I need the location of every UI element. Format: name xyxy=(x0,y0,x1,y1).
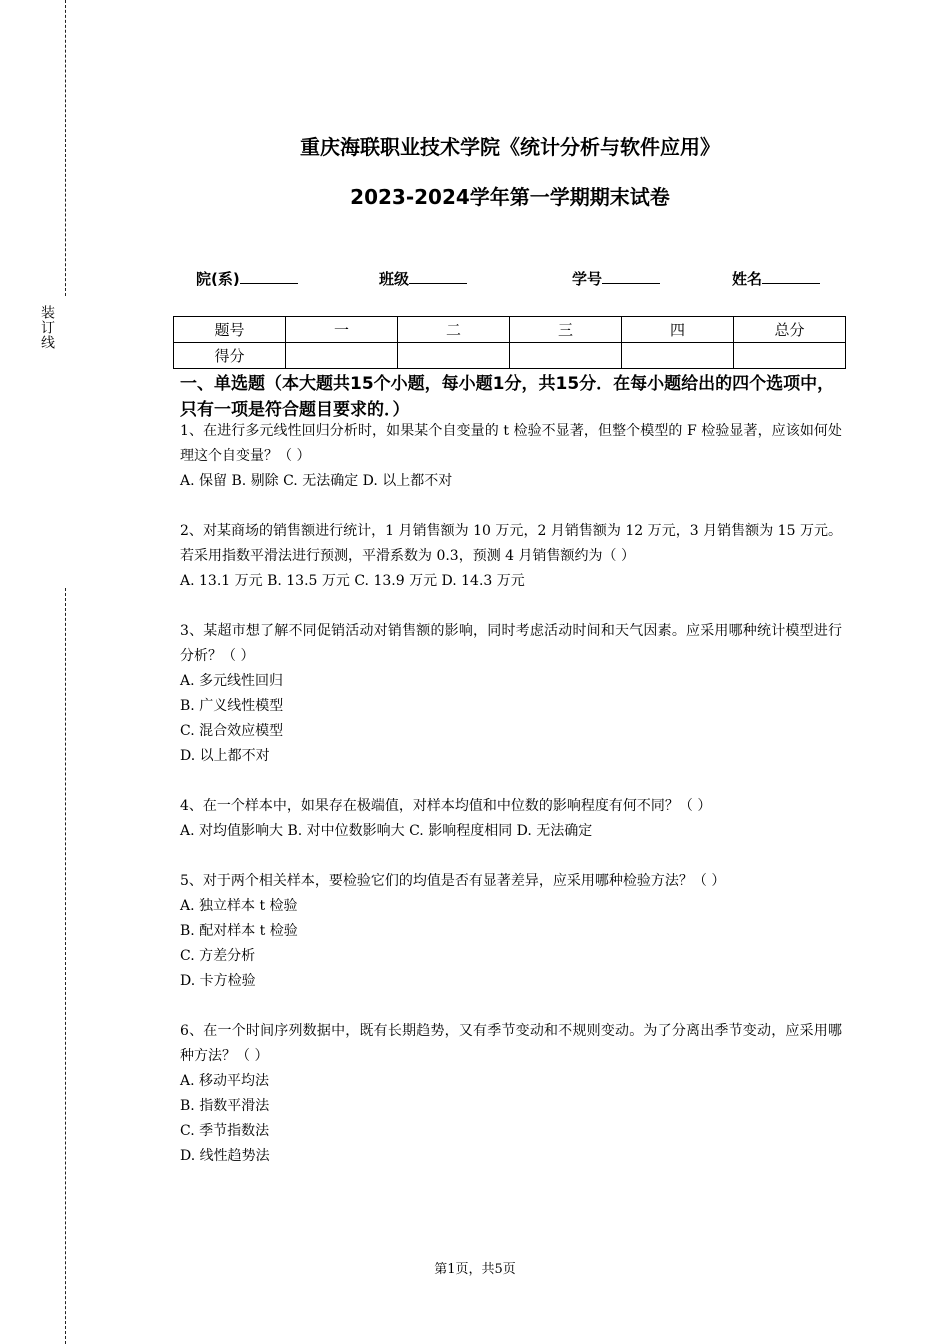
score-table-header-row xyxy=(174,317,846,343)
question-options: A. 13.1 万元 B. 13.5 万元 C. 13.9 万元 D. 14.3 万元 xyxy=(180,573,525,589)
question-stem: 6、在一个时间序列数据中，既有长期趋势，又有季节变动和不规则变动。为了分离出季节变动，应采用哪种方法？（ ） xyxy=(180,1023,842,1064)
question-options: A. 保留 B. 剔除 C. 无法确定 D. 以上都不对 xyxy=(180,473,453,489)
question-stem: 4、在一个样本中，如果存在极端值，对样本均值和中位数的影响程度有何不同？（ ） xyxy=(180,798,712,814)
score-cell xyxy=(622,343,734,369)
question-list xyxy=(180,419,842,1194)
class-field xyxy=(379,268,467,289)
score-cell xyxy=(510,343,622,369)
option-c: C. 混合效应模型 xyxy=(180,723,284,739)
score-header-cell: 一 xyxy=(286,317,398,343)
section-heading: 一、单选题（本大题共15个小题，每小题1分，共15分．在每小题给出的四个选项中，只有一项是符合题目要求的．） xyxy=(180,374,835,420)
option-b: B. 广义线性模型 xyxy=(180,698,284,714)
score-header-cell: 二 xyxy=(398,317,510,343)
question-6 xyxy=(180,1019,842,1169)
department-label: 院(系) xyxy=(196,270,240,288)
score-cell xyxy=(398,343,510,369)
score-header-cell: 四 xyxy=(622,317,734,343)
score-table-score-row xyxy=(174,343,846,369)
question-3 xyxy=(180,619,842,769)
exam-title-line2: 2023-2024学年第一学期期末试卷 xyxy=(350,185,670,209)
name-label: 姓名 xyxy=(732,270,763,288)
score-header-cell: 三 xyxy=(510,317,622,343)
question-stem: 1、在进行多元线性回归分析时，如果某个自变量的 t 检验不显著，但整个模型的 F 检验显著，应该如何处理这个自变量？（ ） xyxy=(180,423,842,464)
department-field xyxy=(196,268,298,289)
option-a: A. 多元线性回归 xyxy=(180,673,284,689)
score-cell xyxy=(286,343,398,369)
binding-line-bottom xyxy=(65,588,66,1344)
student-id-label: 学号 xyxy=(572,270,603,288)
option-b: B. 配对样本 t 检验 xyxy=(180,923,298,939)
option-c: C. 方差分析 xyxy=(180,948,256,964)
student-id-field xyxy=(572,268,660,289)
class-label: 班级 xyxy=(379,270,410,288)
question-2 xyxy=(180,519,842,594)
score-cell xyxy=(734,343,846,369)
question-options: A. 对均值影响大 B. 对中位数影响大 C. 影响程度相同 D. 无法确定 xyxy=(180,823,593,839)
question-stem: 5、对于两个相关样本，要检验它们的均值是否有显著差异，应采用哪种检验方法？（ ） xyxy=(180,873,726,889)
option-d: D. 以上都不对 xyxy=(180,748,270,764)
binding-label: 装订线 xyxy=(39,305,55,350)
binding-line-top xyxy=(65,0,66,296)
question-1 xyxy=(180,419,842,494)
question-stem: 3、某超市想了解不同促销活动对销售额的影响，同时考虑活动时间和天气因素。应采用哪种统计模型进行分析？（ ） xyxy=(180,623,842,664)
option-a: A. 独立样本 t 检验 xyxy=(180,898,298,914)
option-d: D. 线性趋势法 xyxy=(180,1148,270,1164)
option-d: D. 卡方检验 xyxy=(180,973,256,989)
page-footer: 第1页，共5页 xyxy=(434,1262,516,1277)
name-field xyxy=(732,268,820,289)
option-c: C. 季节指数法 xyxy=(180,1123,270,1139)
score-table xyxy=(173,316,846,369)
exam-title-line1: 重庆海联职业技术学院《统计分析与软件应用》 xyxy=(300,135,720,159)
score-header-cell: 总分 xyxy=(734,317,846,343)
score-row-label: 得分 xyxy=(174,343,286,369)
option-a: A. 移动平均法 xyxy=(180,1073,270,1089)
question-4 xyxy=(180,794,842,844)
option-b: B. 指数平滑法 xyxy=(180,1098,270,1114)
question-5 xyxy=(180,869,842,994)
question-stem: 2、对某商场的销售额进行统计，1 月销售额为 10 万元，2 月销售额为 12 万元，3 月销售额为 15 万元。若采用指数平滑法进行预测，平滑系数为 0.3，预测 4 月销售额约为（ ） xyxy=(180,523,842,564)
score-header-cell: 题号 xyxy=(174,317,286,343)
